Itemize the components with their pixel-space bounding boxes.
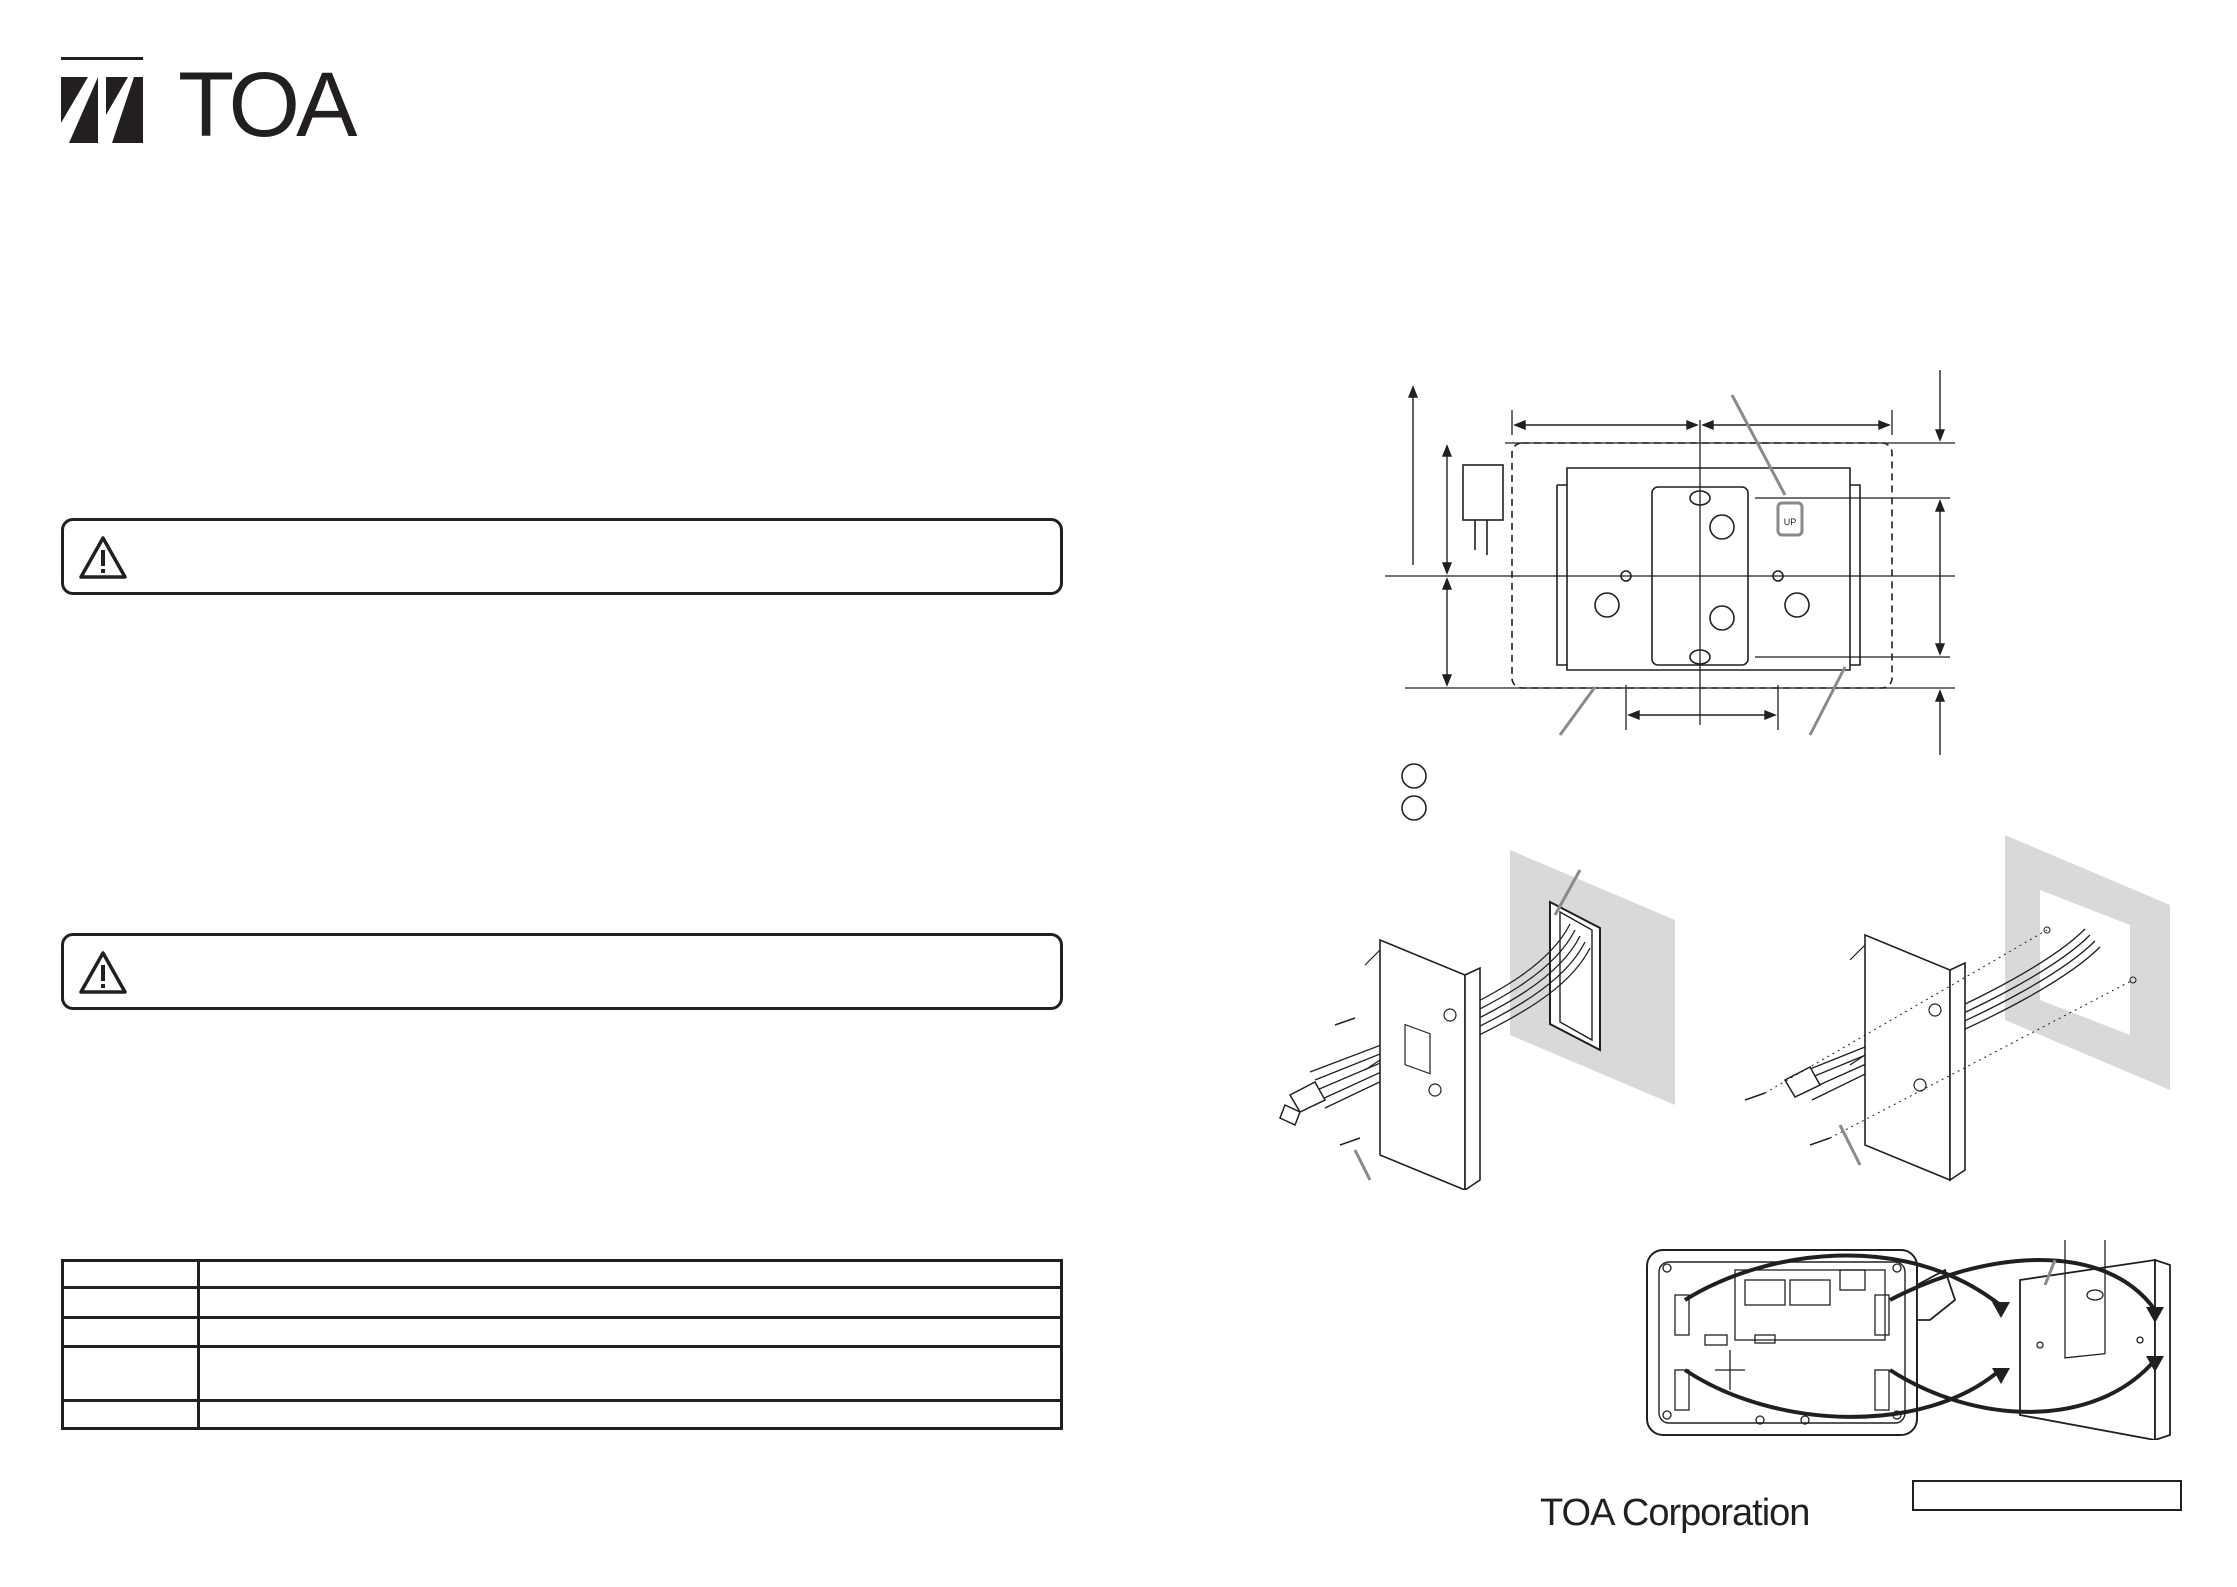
table-cell-label — [63, 1401, 199, 1429]
warning-triangle-icon — [78, 535, 128, 581]
mounting-plate-dimension-diagram — [1375, 365, 1975, 825]
table-cell-label — [63, 1347, 199, 1401]
table-cell-value — [199, 1347, 1062, 1401]
table-cell-label — [63, 1288, 199, 1318]
table-cell-value — [199, 1318, 1062, 1347]
table-row — [63, 1288, 1062, 1318]
table-row — [63, 1347, 1062, 1401]
corporation-name: TOA Corporation — [1540, 1492, 1810, 1534]
table-cell-label — [63, 1318, 199, 1347]
table-row — [63, 1401, 1062, 1429]
table-row — [63, 1261, 1062, 1288]
table-cell-value — [199, 1401, 1062, 1429]
caution-box — [61, 933, 1063, 1010]
warning-triangle-icon — [78, 950, 128, 996]
caution-box — [61, 518, 1063, 595]
toa-brand-mark-icon — [58, 55, 168, 155]
up-marker-label: UP — [1783, 517, 1797, 527]
document-number-box — [1912, 1480, 2182, 1511]
logo-wordmark: TOA — [178, 54, 354, 156]
wall-installation-diagram — [1740, 835, 2190, 1190]
electrical-box-installation-diagram — [1255, 850, 1695, 1190]
table-cell-label — [63, 1261, 199, 1288]
spec-table — [61, 1259, 1063, 1430]
table-cell-value — [199, 1288, 1062, 1318]
table-row — [63, 1318, 1062, 1347]
toa-logo — [58, 55, 378, 155]
table-cell-value — [199, 1261, 1062, 1288]
unit-attachment-diagram — [1645, 1240, 2190, 1440]
